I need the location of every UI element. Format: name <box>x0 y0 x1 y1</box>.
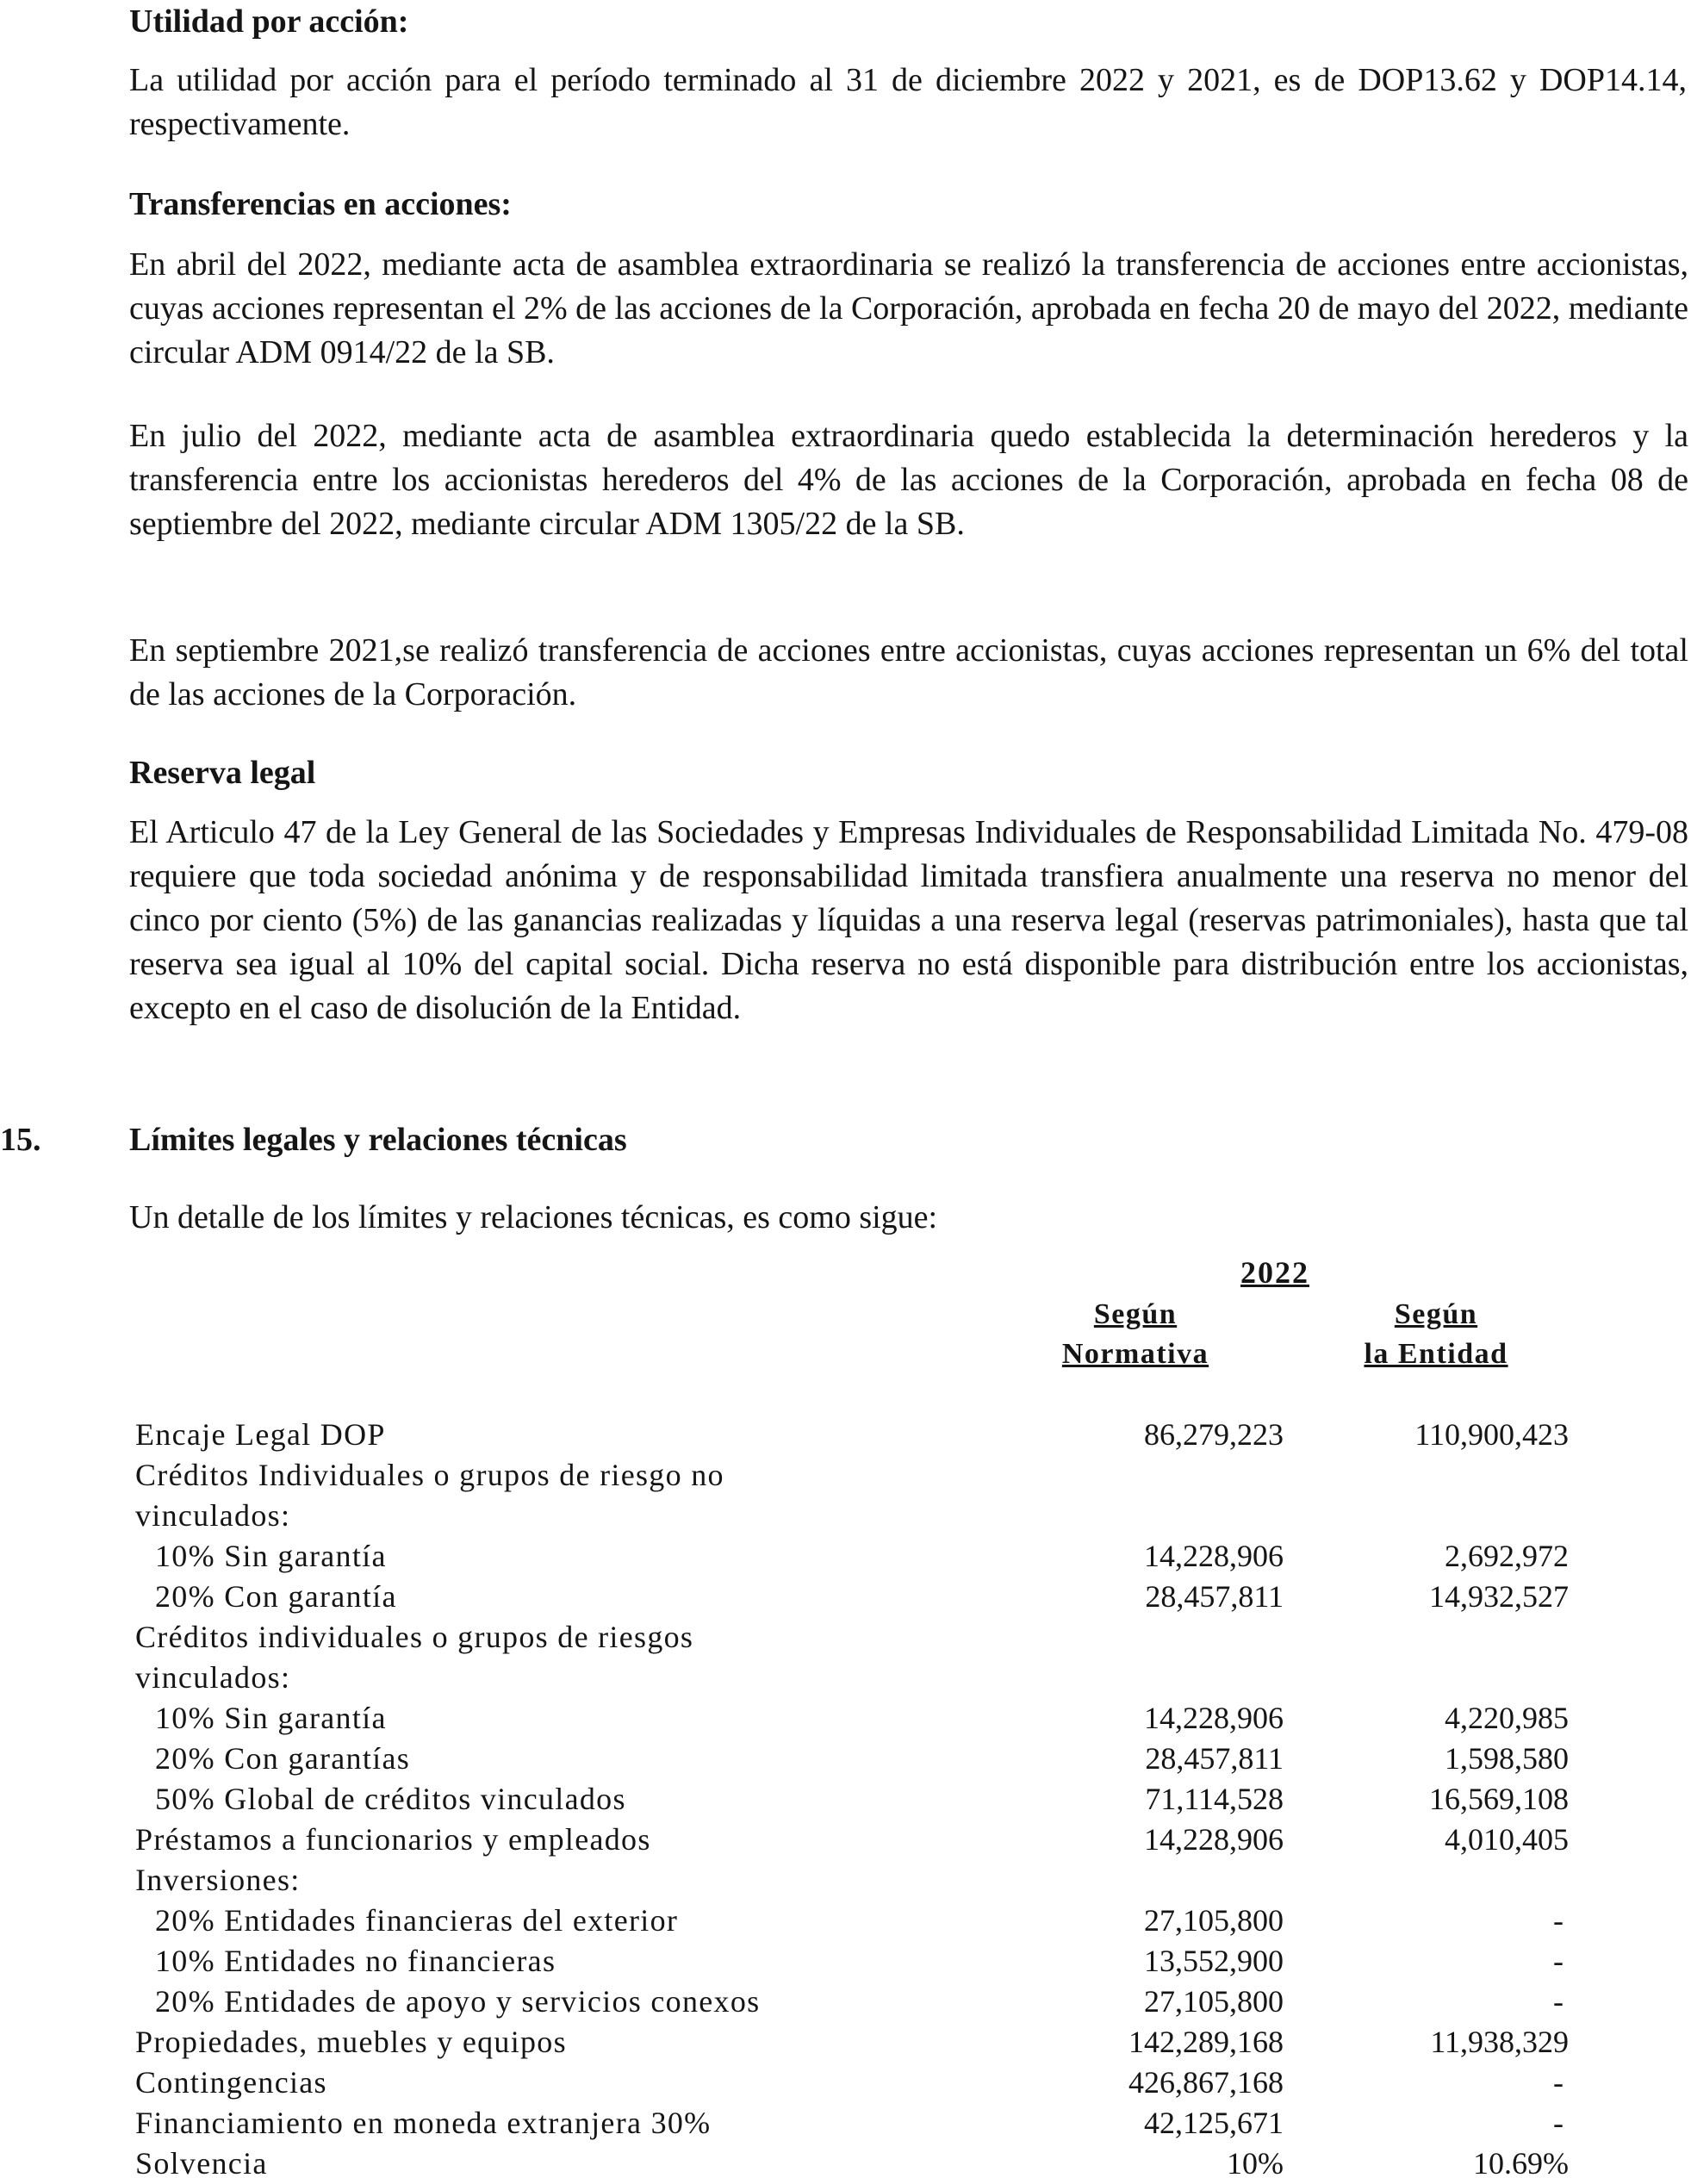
table-row <box>0 1415 1691 1455</box>
row-label: 20% Entidades financieras del exterior <box>155 1903 679 1938</box>
table-row <box>0 2103 1691 2144</box>
table-row <box>0 1536 1691 1577</box>
table-row <box>0 1658 1691 1698</box>
year-header: 2022 <box>1240 1255 1309 1290</box>
value-entidad: - <box>1553 2106 1564 2140</box>
column-header-entidad-line1: Según <box>1394 1298 1478 1330</box>
row-label: vinculados: <box>135 1498 291 1533</box>
value-normativa: 27,105,800 <box>1144 1984 1284 2019</box>
table-row <box>0 1739 1691 1779</box>
table-row <box>0 2144 1691 2184</box>
value-normativa: 13,552,900 <box>1144 1944 1284 1978</box>
value-normativa: 86,279,223 <box>1144 1417 1284 1452</box>
row-label: Propiedades, muebles y equipos <box>135 2025 567 2059</box>
utilidad-paragraph: La utilidad por acción para el período terminado al 31 de diciembre 2022 y 2021, es de DOP13.62 y DOP14.14, respectivamente. <box>129 62 1687 142</box>
value-normativa: 14,228,906 <box>1144 1822 1284 1857</box>
column-header-entidad <box>1324 1295 1548 1374</box>
table-row <box>0 1617 1691 1658</box>
value-entidad: 4,010,405 <box>1445 1822 1569 1857</box>
row-label: Créditos Individuales o grupos de riesgo no <box>135 1458 724 1492</box>
row-label: 20% Con garantía <box>155 1579 397 1614</box>
row-label: 20% Entidades de apoyo y servicios conexos <box>155 1984 761 2019</box>
column-header-normativa <box>1023 1295 1247 1374</box>
value-normativa: 27,105,800 <box>1144 1903 1284 1938</box>
column-header-normativa-line1: Según <box>1093 1298 1178 1330</box>
section-intro: Un detalle de los límites y relaciones técnicas, es como sigue: <box>129 1199 938 1235</box>
value-entidad: 4,220,985 <box>1445 1701 1569 1735</box>
transferencias-paragraph-1: En abril del 2022, mediante acta de asamblea extraordinaria se realizó la transferencia de acciones entre accionistas, cuyas acciones representan el 2% de las acciones de la Corporación, aprobada en fecha 20 de mayo del 2022, mediante circular ADM 0914/22 de la SB. <box>129 246 1688 370</box>
value-entidad: - <box>1553 1984 1564 2019</box>
table-row <box>0 1455 1691 1496</box>
row-label: Financiamiento en moneda extranjera 30% <box>135 2106 712 2140</box>
section-number: 15. <box>0 1122 41 1158</box>
value-entidad: - <box>1553 2065 1564 2100</box>
value-entidad: 11,938,329 <box>1430 2025 1569 2059</box>
transferencias-paragraph-2: En julio del 2022, mediante acta de asamblea extraordinaria quedo establecida la determinación herederos y la transferencia entre los accionistas herederos del 4% de las acciones de la Corporación, aprobada en fecha 08 de septiembre del 2022, mediante circular ADM 1305/22 de la SB. <box>129 418 1688 542</box>
table-row <box>0 2022 1691 2063</box>
table-row <box>0 1901 1691 1941</box>
reserva-paragraph: El Articulo 47 de la Ley General de las Sociedades y Empresas Individuales de Responsabilidad Limitada No. 479-08 requiere que toda sociedad anónima y de responsabilidad limitada transfiera anualmente una reserva no menor del cinco por ciento (5%) de las ganancias realizadas y líquidas a una reserva legal (reservas patrimoniales), hasta que tal reserva sea igual al 10% del capital social. Dicha reserva no está disponible para distribución entre los accionistas, excepto en el caso de disolución de la Entidad. <box>129 814 1688 1026</box>
row-label: 10% Sin garantía <box>155 1701 387 1735</box>
row-label: Inversiones: <box>135 1863 301 1897</box>
table-row <box>0 1982 1691 2022</box>
row-label: Créditos individuales o grupos de riesgos <box>135 1620 694 1654</box>
utilidad-heading: Utilidad por acción: <box>129 3 409 40</box>
value-normativa: 28,457,811 <box>1145 1741 1284 1776</box>
row-label: Préstamos a funcionarios y empleados <box>135 1822 651 1857</box>
reserva-heading: Reserva legal <box>129 755 316 791</box>
value-entidad: 2,692,972 <box>1445 1539 1569 1573</box>
value-normativa: 14,228,906 <box>1144 1701 1284 1735</box>
value-normativa: 142,289,168 <box>1128 2025 1284 2059</box>
value-normativa: 42,125,671 <box>1144 2106 1284 2140</box>
table-row <box>0 1496 1691 1536</box>
value-entidad: 16,569,108 <box>1429 1782 1569 1816</box>
section-title: Límites legales y relaciones técnicas <box>129 1122 627 1158</box>
table-row <box>0 2063 1691 2103</box>
table-row <box>0 1941 1691 1982</box>
value-normativa: 14,228,906 <box>1144 1539 1284 1573</box>
value-entidad: - <box>1553 1903 1564 1938</box>
table-row <box>0 1577 1691 1617</box>
value-entidad: 110,900,423 <box>1414 1417 1569 1452</box>
row-label: 20% Con garantías <box>155 1741 411 1776</box>
table-row <box>0 1779 1691 1820</box>
value-entidad: - <box>1553 1944 1564 1978</box>
row-label: 50% Global de créditos vinculados <box>155 1782 626 1816</box>
row-label: Encaje Legal DOP <box>135 1417 386 1452</box>
table-row <box>0 1860 1691 1901</box>
table-row <box>0 1820 1691 1860</box>
table-row <box>0 1698 1691 1739</box>
value-entidad: 1,598,580 <box>1445 1741 1569 1776</box>
row-label: Contingencias <box>135 2065 327 2100</box>
value-entidad: 14,932,527 <box>1429 1579 1569 1614</box>
column-header-normativa-line2: Normativa <box>1061 1338 1209 1370</box>
value-normativa: 10% <box>1227 2146 1284 2181</box>
row-label: vinculados: <box>135 1660 291 1695</box>
value-normativa: 426,867,168 <box>1128 2065 1284 2100</box>
value-normativa: 28,457,811 <box>1145 1579 1284 1614</box>
transferencias-heading: Transferencias en acciones: <box>129 186 512 222</box>
row-label: Solvencia <box>135 2146 268 2181</box>
value-entidad: 10.69% <box>1473 2146 1569 2181</box>
row-label: 10% Entidades no financieras <box>155 1944 556 1978</box>
transferencias-paragraph-3: En septiembre 2021,se realizó transferencia de acciones entre accionistas, cuyas acciones representan un 6% del total de las acciones de la Corporación. <box>129 632 1688 712</box>
row-label: 10% Sin garantía <box>155 1539 387 1573</box>
value-normativa: 71,114,528 <box>1145 1782 1284 1816</box>
column-header-entidad-line2: la Entidad <box>1364 1338 1508 1370</box>
